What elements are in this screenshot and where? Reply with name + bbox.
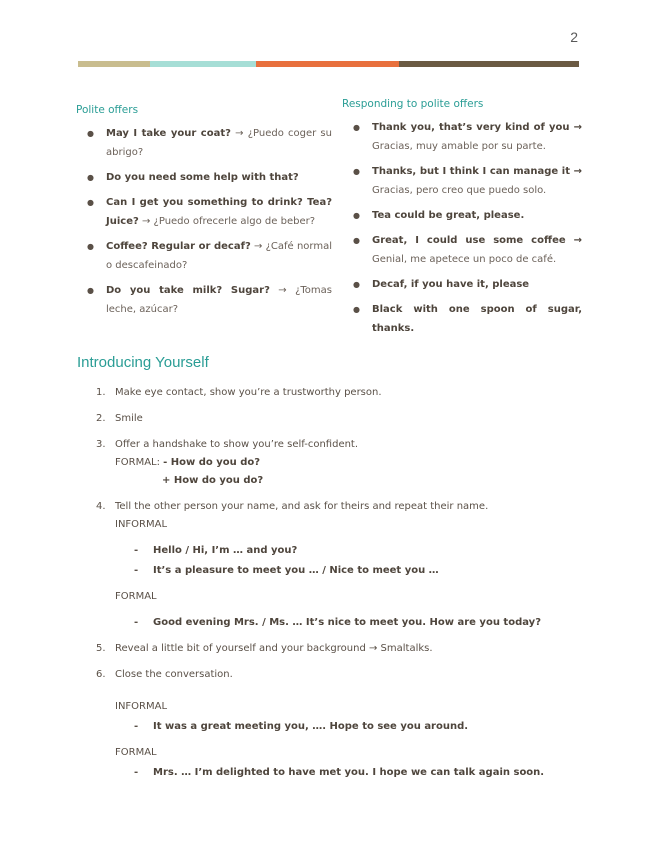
list-item: [106, 124, 332, 162]
step-4: [96, 498, 566, 632]
step-text: Smile: [115, 413, 143, 424]
english-phrase: May I take your coat?: [106, 128, 231, 139]
section-title: Introducing Yourself: [77, 354, 209, 371]
polite-offers-column: [76, 101, 332, 325]
list-item: [106, 193, 332, 231]
responding-column: [342, 95, 582, 344]
english-phrase: Tea could be great, please.: [372, 210, 525, 221]
step-number: 1.: [96, 387, 106, 398]
formal-phrase: - Good evening Mrs. / Ms. … It’s nice to meet you. How are you today?: [134, 617, 541, 628]
formal-label: FORMAL:: [115, 457, 164, 468]
english-phrase: Black with one spoon of sugar, thanks.: [372, 304, 582, 334]
responding-list: [342, 118, 582, 338]
spanish-translation: Genial, me apetece un poco de café.: [372, 254, 557, 265]
english-phrase: Do you need some help with that?: [106, 172, 299, 183]
step-number: 2.: [96, 413, 106, 424]
list-item: [372, 300, 582, 338]
list-item: [106, 168, 332, 187]
step-number: 3.: [96, 439, 106, 450]
color-segment-3: [256, 61, 399, 67]
polite-offers-heading: Polite offers: [76, 104, 139, 116]
step-text: Close the conversation.: [115, 669, 233, 680]
step-6: [96, 666, 566, 782]
english-phrase: Thanks, but I think I can manage it →: [372, 166, 582, 177]
english-phrase: Coffee? Regular or decaf?: [106, 241, 251, 252]
spanish-translation: → ¿Tomas leche, azúcar?: [106, 285, 332, 315]
informal-phrase: - It’s a pleasure to meet you … / Nice to meet you …: [134, 565, 439, 576]
polite-offers-list: [76, 124, 332, 319]
page-number: 2: [570, 29, 578, 45]
english-phrase: Decaf, if you have it, please: [372, 279, 530, 290]
introducing-steps: [96, 384, 566, 782]
step-text: Tell the other person your name, and ask for theirs and repeat their name.: [115, 501, 489, 512]
informal-label: INFORMAL: [115, 519, 168, 530]
english-phrase: Great, I could use some coffee →: [372, 235, 582, 246]
step-5: [96, 640, 566, 658]
informal-phrase: - Hello / Hi, I’m … and you?: [134, 545, 298, 556]
list-item: [106, 237, 332, 275]
responding-heading: Responding to polite offers: [342, 98, 484, 110]
list-item: [372, 162, 582, 200]
step-3: [96, 436, 566, 490]
step-text: Make eye contact, show you’re a trustworthy person.: [115, 387, 382, 398]
list-item: [372, 206, 582, 225]
step-number: 6.: [96, 669, 106, 680]
step-text: Reveal a little bit of yourself and your background → Smaltalks.: [115, 643, 433, 654]
formal-line: [115, 454, 566, 472]
step-number: 5.: [96, 643, 106, 654]
informal-label: INFORMAL: [115, 701, 168, 712]
header-color-bar: [78, 61, 579, 67]
spanish-translation: → ¿Puedo coger su abrigo?: [106, 128, 332, 158]
list-item: [372, 231, 582, 269]
english-phrase: Can I get you something to drink? Tea? Juice?: [106, 197, 332, 227]
spanish-translation: Gracias, pero creo que puedo solo.: [372, 185, 547, 196]
informal-phrase: - It was a great meeting you, …. Hope to see you around.: [134, 721, 469, 732]
formal-phrase: - How do you do?: [163, 457, 261, 468]
spanish-translation: → ¿Puedo ofrecerle algo de beber?: [141, 216, 316, 227]
color-segment-1: [78, 61, 150, 67]
spanish-translation: → ¿Café normal o descafeinado?: [106, 241, 332, 271]
color-segment-2: [150, 61, 256, 67]
step-1: [96, 384, 566, 402]
step-text: Offer a handshake to show you’re self-confident.: [115, 439, 359, 450]
english-phrase: Thank you, that’s very kind of you →: [372, 122, 582, 133]
formal-label: FORMAL: [115, 747, 157, 758]
formal-reply: + How do you do?: [162, 475, 264, 486]
english-phrase: Do you take milk? Sugar?: [106, 285, 270, 296]
color-segment-4: [399, 61, 579, 67]
list-item: [372, 275, 582, 294]
formal-label: FORMAL: [115, 591, 157, 602]
list-item: [372, 118, 582, 156]
step-number: 4.: [96, 501, 106, 512]
formal-phrase: - Mrs. … I’m delighted to have met you. I hope we can talk again soon.: [134, 767, 545, 778]
spanish-translation: Gracias, muy amable por su parte.: [372, 141, 546, 152]
step-2: [96, 410, 566, 428]
list-item: [106, 281, 332, 319]
